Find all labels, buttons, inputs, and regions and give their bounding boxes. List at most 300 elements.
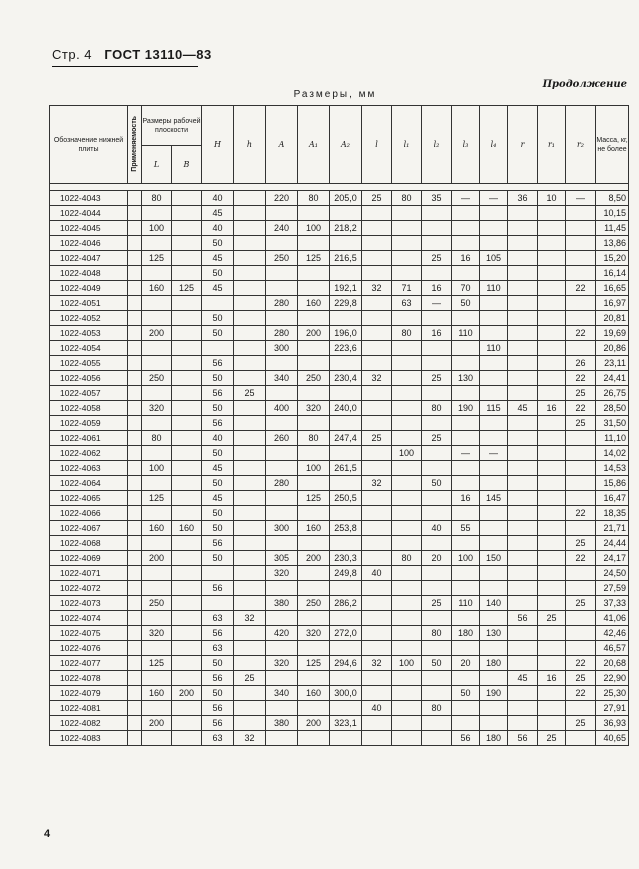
- cell-A: 305: [266, 551, 298, 566]
- cell-A1: [298, 731, 330, 746]
- cell-A2: 253,8: [330, 521, 362, 536]
- cell-H: 56: [202, 701, 234, 716]
- cell-r2: [566, 221, 596, 236]
- cell-l: [362, 401, 392, 416]
- cell-L: [142, 296, 172, 311]
- cell-l: [362, 716, 392, 731]
- cell-r: [508, 626, 538, 641]
- cell-m: 14,53: [596, 461, 629, 476]
- cell-A2: 300,0: [330, 686, 362, 701]
- col-r2: r₂: [566, 106, 596, 184]
- cell-h: [234, 566, 266, 581]
- cell-code: 1022-4045: [50, 221, 128, 236]
- cell-h: 25: [234, 671, 266, 686]
- cell-r2: [566, 236, 596, 251]
- cell-usage: [128, 341, 142, 356]
- cell-l3: [452, 386, 480, 401]
- cell-l3: [452, 356, 480, 371]
- cell-r1: [538, 431, 566, 446]
- dimensions-table: [49, 105, 629, 746]
- cell-r2: [566, 491, 596, 506]
- cell-A: 280: [266, 476, 298, 491]
- cell-l3: 16: [452, 491, 480, 506]
- cell-l3: [452, 311, 480, 326]
- cell-B: [172, 221, 202, 236]
- col-l3: l₃: [452, 106, 480, 184]
- cell-l3: 16: [452, 251, 480, 266]
- cell-H: 45: [202, 206, 234, 221]
- cell-H: 56: [202, 716, 234, 731]
- cell-l1: [392, 731, 422, 746]
- cell-A1: [298, 566, 330, 581]
- cell-l4: [480, 476, 508, 491]
- cell-l2: [422, 311, 452, 326]
- cell-l2: 25: [422, 251, 452, 266]
- cell-code: 1022-4053: [50, 326, 128, 341]
- cell-B: [172, 266, 202, 281]
- table-row: [50, 596, 629, 611]
- cell-r: [508, 296, 538, 311]
- table-row: [50, 461, 629, 476]
- cell-l: 32: [362, 656, 392, 671]
- table-row: [50, 581, 629, 596]
- cell-l: [362, 326, 392, 341]
- cell-code: 1022-4079: [50, 686, 128, 701]
- cell-h: [234, 431, 266, 446]
- cell-r1: [538, 386, 566, 401]
- cell-l: 25: [362, 431, 392, 446]
- cell-code: 1022-4066: [50, 506, 128, 521]
- cell-A2: [330, 731, 362, 746]
- cell-l3: [452, 536, 480, 551]
- cell-r2: [566, 446, 596, 461]
- cell-l: [362, 626, 392, 641]
- cell-l3: 20: [452, 656, 480, 671]
- cell-h: 25: [234, 386, 266, 401]
- cell-H: 50: [202, 521, 234, 536]
- col-L: L: [142, 146, 172, 184]
- cell-H: 50: [202, 401, 234, 416]
- cell-m: 36,93: [596, 716, 629, 731]
- cell-r1: [538, 296, 566, 311]
- cell-A1: [298, 581, 330, 596]
- cell-A2: 261,5: [330, 461, 362, 476]
- cell-r2: 25: [566, 416, 596, 431]
- cell-r2: 22: [566, 506, 596, 521]
- cell-l1: [392, 536, 422, 551]
- cell-l4: [480, 311, 508, 326]
- table-row: [50, 401, 629, 416]
- cell-r: [508, 266, 538, 281]
- cell-H: 56: [202, 626, 234, 641]
- table-row: [50, 641, 629, 656]
- cell-l: [362, 686, 392, 701]
- cell-r1: [538, 551, 566, 566]
- cell-H: 40: [202, 221, 234, 236]
- cell-l2: 80: [422, 626, 452, 641]
- table-row: [50, 686, 629, 701]
- cell-A: 300: [266, 521, 298, 536]
- col-work-surface: Размеры рабочей плоскости: [142, 106, 202, 146]
- col-B: B: [172, 146, 202, 184]
- cell-m: 37,33: [596, 596, 629, 611]
- cell-l1: [392, 716, 422, 731]
- cell-r1: [538, 266, 566, 281]
- cell-L: 250: [142, 371, 172, 386]
- cell-A2: 230,3: [330, 551, 362, 566]
- cell-code: 1022-4044: [50, 206, 128, 221]
- cell-H: 45: [202, 281, 234, 296]
- cell-usage: [128, 326, 142, 341]
- cell-A: 420: [266, 626, 298, 641]
- cell-A: 280: [266, 296, 298, 311]
- cell-A2: 294,6: [330, 656, 362, 671]
- cell-L: [142, 536, 172, 551]
- cell-l: [362, 386, 392, 401]
- cell-B: [172, 371, 202, 386]
- cell-B: 160: [172, 521, 202, 536]
- cell-r2: [566, 626, 596, 641]
- cell-l1: [392, 251, 422, 266]
- cell-A1: [298, 611, 330, 626]
- cell-l3: [452, 461, 480, 476]
- cell-B: [172, 461, 202, 476]
- cell-code: 1022-4075: [50, 626, 128, 641]
- cell-l1: [392, 521, 422, 536]
- cell-H: 45: [202, 461, 234, 476]
- page-label: Стр. 4: [52, 47, 93, 62]
- cell-H: 56: [202, 581, 234, 596]
- page-header: [52, 47, 212, 62]
- cell-r: [508, 701, 538, 716]
- cell-l3: 70: [452, 281, 480, 296]
- cell-A1: 160: [298, 521, 330, 536]
- cell-r1: [538, 596, 566, 611]
- cell-l1: 80: [392, 191, 422, 206]
- cell-A1: 100: [298, 461, 330, 476]
- cell-l1: [392, 566, 422, 581]
- cell-A1: [298, 671, 330, 686]
- cell-m: 27,59: [596, 581, 629, 596]
- cell-code: 1022-4061: [50, 431, 128, 446]
- standard-number: ГОСТ 13110—83: [104, 47, 212, 62]
- cell-H: 45: [202, 491, 234, 506]
- cell-r: [508, 716, 538, 731]
- cell-l1: 80: [392, 551, 422, 566]
- cell-r2: [566, 206, 596, 221]
- cell-r2: [566, 731, 596, 746]
- cell-r2: [566, 476, 596, 491]
- cell-l1: [392, 671, 422, 686]
- cell-H: 63: [202, 641, 234, 656]
- cell-r2: 22: [566, 656, 596, 671]
- table-row: [50, 446, 629, 461]
- cell-A1: 320: [298, 401, 330, 416]
- cell-A2: 230,4: [330, 371, 362, 386]
- cell-l2: 25: [422, 371, 452, 386]
- cell-l: 25: [362, 191, 392, 206]
- cell-H: 50: [202, 266, 234, 281]
- cell-usage: [128, 686, 142, 701]
- cell-l2: 16: [422, 281, 452, 296]
- cell-l: [362, 266, 392, 281]
- cell-l3: 130: [452, 371, 480, 386]
- cell-H: 56: [202, 356, 234, 371]
- cell-r: [508, 461, 538, 476]
- cell-usage: [128, 386, 142, 401]
- cell-l3: 50: [452, 296, 480, 311]
- cell-r2: [566, 581, 596, 596]
- cell-usage: [128, 731, 142, 746]
- table-row: [50, 341, 629, 356]
- cell-m: 15,20: [596, 251, 629, 266]
- cell-m: 42,46: [596, 626, 629, 641]
- cell-A1: 125: [298, 251, 330, 266]
- cell-A2: 192,1: [330, 281, 362, 296]
- cell-l4: 180: [480, 731, 508, 746]
- cell-l3: 110: [452, 596, 480, 611]
- cell-l: [362, 581, 392, 596]
- cell-h: [234, 311, 266, 326]
- cell-r1: [538, 326, 566, 341]
- cell-l2: [422, 266, 452, 281]
- cell-L: [142, 341, 172, 356]
- cell-usage: [128, 206, 142, 221]
- cell-h: [234, 401, 266, 416]
- cell-H: 56: [202, 671, 234, 686]
- cell-A: [266, 701, 298, 716]
- cell-m: 27,91: [596, 701, 629, 716]
- cell-l2: [422, 491, 452, 506]
- cell-A2: 272,0: [330, 626, 362, 641]
- cell-A1: [298, 356, 330, 371]
- cell-L: [142, 416, 172, 431]
- cell-l2: 50: [422, 476, 452, 491]
- cell-l3: [452, 671, 480, 686]
- cell-A1: [298, 266, 330, 281]
- cell-A2: 249,8: [330, 566, 362, 581]
- cell-r1: [538, 641, 566, 656]
- cell-usage: [128, 656, 142, 671]
- cell-r: [508, 341, 538, 356]
- cell-l3: [452, 266, 480, 281]
- cell-l4: 150: [480, 551, 508, 566]
- cell-A2: [330, 611, 362, 626]
- cell-A1: [298, 476, 330, 491]
- col-usage: Применяемость: [128, 106, 142, 184]
- cell-code: 1022-4074: [50, 611, 128, 626]
- cell-l2: [422, 461, 452, 476]
- cell-H: 50: [202, 311, 234, 326]
- cell-usage: [128, 221, 142, 236]
- cell-L: 250: [142, 596, 172, 611]
- cell-l: [362, 206, 392, 221]
- table-row: [50, 476, 629, 491]
- cell-l1: [392, 611, 422, 626]
- cell-l4: [480, 386, 508, 401]
- cell-r1: 10: [538, 191, 566, 206]
- cell-l: [362, 236, 392, 251]
- cell-L: [142, 641, 172, 656]
- cell-r2: 22: [566, 326, 596, 341]
- cell-A2: [330, 581, 362, 596]
- cell-usage: [128, 641, 142, 656]
- table-row: [50, 506, 629, 521]
- cell-usage: [128, 596, 142, 611]
- cell-r2: [566, 311, 596, 326]
- cell-r1: [538, 311, 566, 326]
- cell-A1: 320: [298, 626, 330, 641]
- cell-l: 32: [362, 371, 392, 386]
- cell-l1: 100: [392, 656, 422, 671]
- cell-usage: [128, 281, 142, 296]
- cell-h: [234, 236, 266, 251]
- cell-A: 280: [266, 326, 298, 341]
- cell-A1: 100: [298, 221, 330, 236]
- cell-l3: —: [452, 446, 480, 461]
- cell-l4: [480, 581, 508, 596]
- cell-l3: —: [452, 191, 480, 206]
- cell-r2: —: [566, 191, 596, 206]
- table-row: [50, 206, 629, 221]
- cell-r2: [566, 296, 596, 311]
- cell-H: 50: [202, 656, 234, 671]
- cell-r2: [566, 266, 596, 281]
- table-row: [50, 281, 629, 296]
- cell-A2: 218,2: [330, 221, 362, 236]
- cell-L: 100: [142, 461, 172, 476]
- table-row: [50, 716, 629, 731]
- cell-l4: [480, 566, 508, 581]
- cell-H: 45: [202, 251, 234, 266]
- cell-code: 1022-4082: [50, 716, 128, 731]
- cell-r2: 25: [566, 386, 596, 401]
- cell-h: [234, 476, 266, 491]
- cell-l: [362, 446, 392, 461]
- cell-code: 1022-4051: [50, 296, 128, 311]
- cell-H: [202, 596, 234, 611]
- cell-usage: [128, 611, 142, 626]
- cell-A: 400: [266, 401, 298, 416]
- cell-r: [508, 356, 538, 371]
- cell-l1: [392, 476, 422, 491]
- cell-B: [172, 431, 202, 446]
- cell-L: [142, 671, 172, 686]
- cell-A2: [330, 506, 362, 521]
- cell-B: [172, 311, 202, 326]
- cell-A: 320: [266, 566, 298, 581]
- cell-A2: 323,1: [330, 716, 362, 731]
- cell-B: [172, 716, 202, 731]
- cell-A2: [330, 356, 362, 371]
- cell-L: 125: [142, 656, 172, 671]
- cell-m: 20,81: [596, 311, 629, 326]
- sizes-caption: Размеры, мм: [293, 89, 377, 100]
- cell-code: 1022-4067: [50, 521, 128, 536]
- cell-h: [234, 686, 266, 701]
- cell-code: 1022-4064: [50, 476, 128, 491]
- cell-A: [266, 386, 298, 401]
- cell-r2: [566, 461, 596, 476]
- cell-l3: [452, 431, 480, 446]
- cell-l4: [480, 671, 508, 686]
- cell-l2: [422, 671, 452, 686]
- cell-l1: [392, 686, 422, 701]
- cell-B: [172, 296, 202, 311]
- cell-r1: [538, 446, 566, 461]
- col-l2: l₂: [422, 106, 452, 184]
- cell-usage: [128, 236, 142, 251]
- cell-h: [234, 551, 266, 566]
- cell-r1: [538, 251, 566, 266]
- cell-H: 50: [202, 551, 234, 566]
- cell-r1: [538, 656, 566, 671]
- cell-A: [266, 281, 298, 296]
- cell-r2: [566, 341, 596, 356]
- cell-usage: [128, 536, 142, 551]
- cell-r1: [538, 626, 566, 641]
- cell-m: 24,41: [596, 371, 629, 386]
- cell-H: 56: [202, 536, 234, 551]
- table-row: [50, 416, 629, 431]
- cell-r1: 25: [538, 611, 566, 626]
- cell-r2: 25: [566, 716, 596, 731]
- cell-A: [266, 311, 298, 326]
- col-A2: A₂: [330, 106, 362, 184]
- cell-h: [234, 461, 266, 476]
- cell-A2: 223,6: [330, 341, 362, 356]
- cell-l2: [422, 206, 452, 221]
- cell-r1: [538, 716, 566, 731]
- cell-B: [172, 341, 202, 356]
- cell-h: [234, 416, 266, 431]
- cell-l: [362, 506, 392, 521]
- cell-A: [266, 506, 298, 521]
- cell-L: [142, 236, 172, 251]
- cell-m: 16,65: [596, 281, 629, 296]
- cell-l2: [422, 716, 452, 731]
- cell-r: [508, 506, 538, 521]
- cell-l3: [452, 206, 480, 221]
- cell-A: 220: [266, 191, 298, 206]
- cell-r: [508, 581, 538, 596]
- table-row: [50, 311, 629, 326]
- cell-B: [172, 551, 202, 566]
- cell-m: 41,06: [596, 611, 629, 626]
- cell-A: [266, 581, 298, 596]
- cell-l4: [480, 521, 508, 536]
- cell-A: 380: [266, 596, 298, 611]
- cell-L: [142, 566, 172, 581]
- cell-l2: [422, 581, 452, 596]
- table-row: [50, 656, 629, 671]
- cell-L: [142, 581, 172, 596]
- cell-h: 32: [234, 611, 266, 626]
- cell-m: 11,45: [596, 221, 629, 236]
- cell-l2: [422, 341, 452, 356]
- cell-r1: [538, 701, 566, 716]
- table-row: [50, 491, 629, 506]
- col-A1: A₁: [298, 106, 330, 184]
- cell-l2: [422, 386, 452, 401]
- cell-l4: [480, 701, 508, 716]
- cell-l4: [480, 296, 508, 311]
- cell-l4: [480, 356, 508, 371]
- table-row: [50, 251, 629, 266]
- cell-A: [266, 446, 298, 461]
- table-row: [50, 566, 629, 581]
- cell-A2: 196,0: [330, 326, 362, 341]
